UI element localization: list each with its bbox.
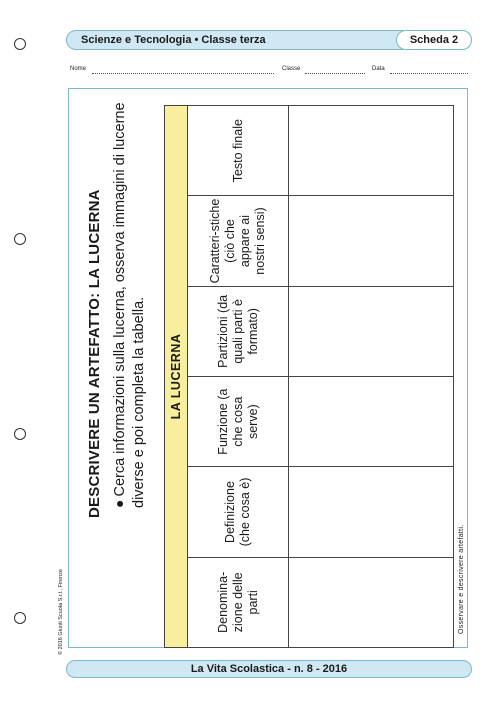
binder-hole-4 <box>14 612 26 624</box>
column-header: Definizione (che cosa è) <box>188 467 289 557</box>
binder-hole-1 <box>14 38 26 50</box>
sheet-label: Scheda 2 <box>396 30 472 50</box>
bullet-icon: ● <box>111 499 127 508</box>
rotated-content <box>68 88 468 648</box>
name-field[interactable] <box>92 73 274 74</box>
lucerna-table <box>164 105 454 648</box>
class-label: Classe <box>282 66 301 72</box>
date-field[interactable] <box>390 73 468 74</box>
table-cell[interactable] <box>289 377 454 467</box>
binder-hole-3 <box>14 428 26 440</box>
column-header: Partizioni (da quali parti è formato) <box>188 286 289 376</box>
instruction-body: Cerca informazioni sulla lucerna, osserva immagini di lucerne diverse e poi completa la tabella. <box>112 102 147 508</box>
footer-band: La Vita Scolastica - n. 8 - 2016 <box>66 660 472 678</box>
header-band <box>66 30 472 50</box>
objective-note: Osservare e descrivere artefatti. <box>458 524 465 634</box>
column-header: Denomina-zione delle parti <box>188 557 289 647</box>
copyright-text: © 2016 Giunti Scuola S.r.l., Firenze <box>58 569 64 655</box>
table-title: LA LUCERNA <box>165 106 188 648</box>
table-cell[interactable] <box>289 106 454 196</box>
class-field[interactable] <box>305 73 365 74</box>
column-header: Caratteri-stiche (ciò che appare ai nostri sensi) <box>188 196 289 286</box>
date-label: Data <box>372 66 385 72</box>
subject-title: Scienze e Tecnologia • Classe terza <box>81 34 266 46</box>
worksheet-title: DESCRIVERE UN ARTEFATTO: LA LUCERNA <box>86 189 103 518</box>
column-header: Testo finale <box>188 106 289 196</box>
column-header: Funzione (a che cosa serve) <box>188 377 289 467</box>
table-cell[interactable] <box>289 286 454 376</box>
table-cell[interactable] <box>289 467 454 557</box>
table-cell[interactable] <box>289 557 454 647</box>
binder-hole-2 <box>14 233 26 245</box>
instruction-text <box>110 88 149 508</box>
table-cell[interactable] <box>289 196 454 286</box>
name-label: Nome <box>70 66 87 72</box>
